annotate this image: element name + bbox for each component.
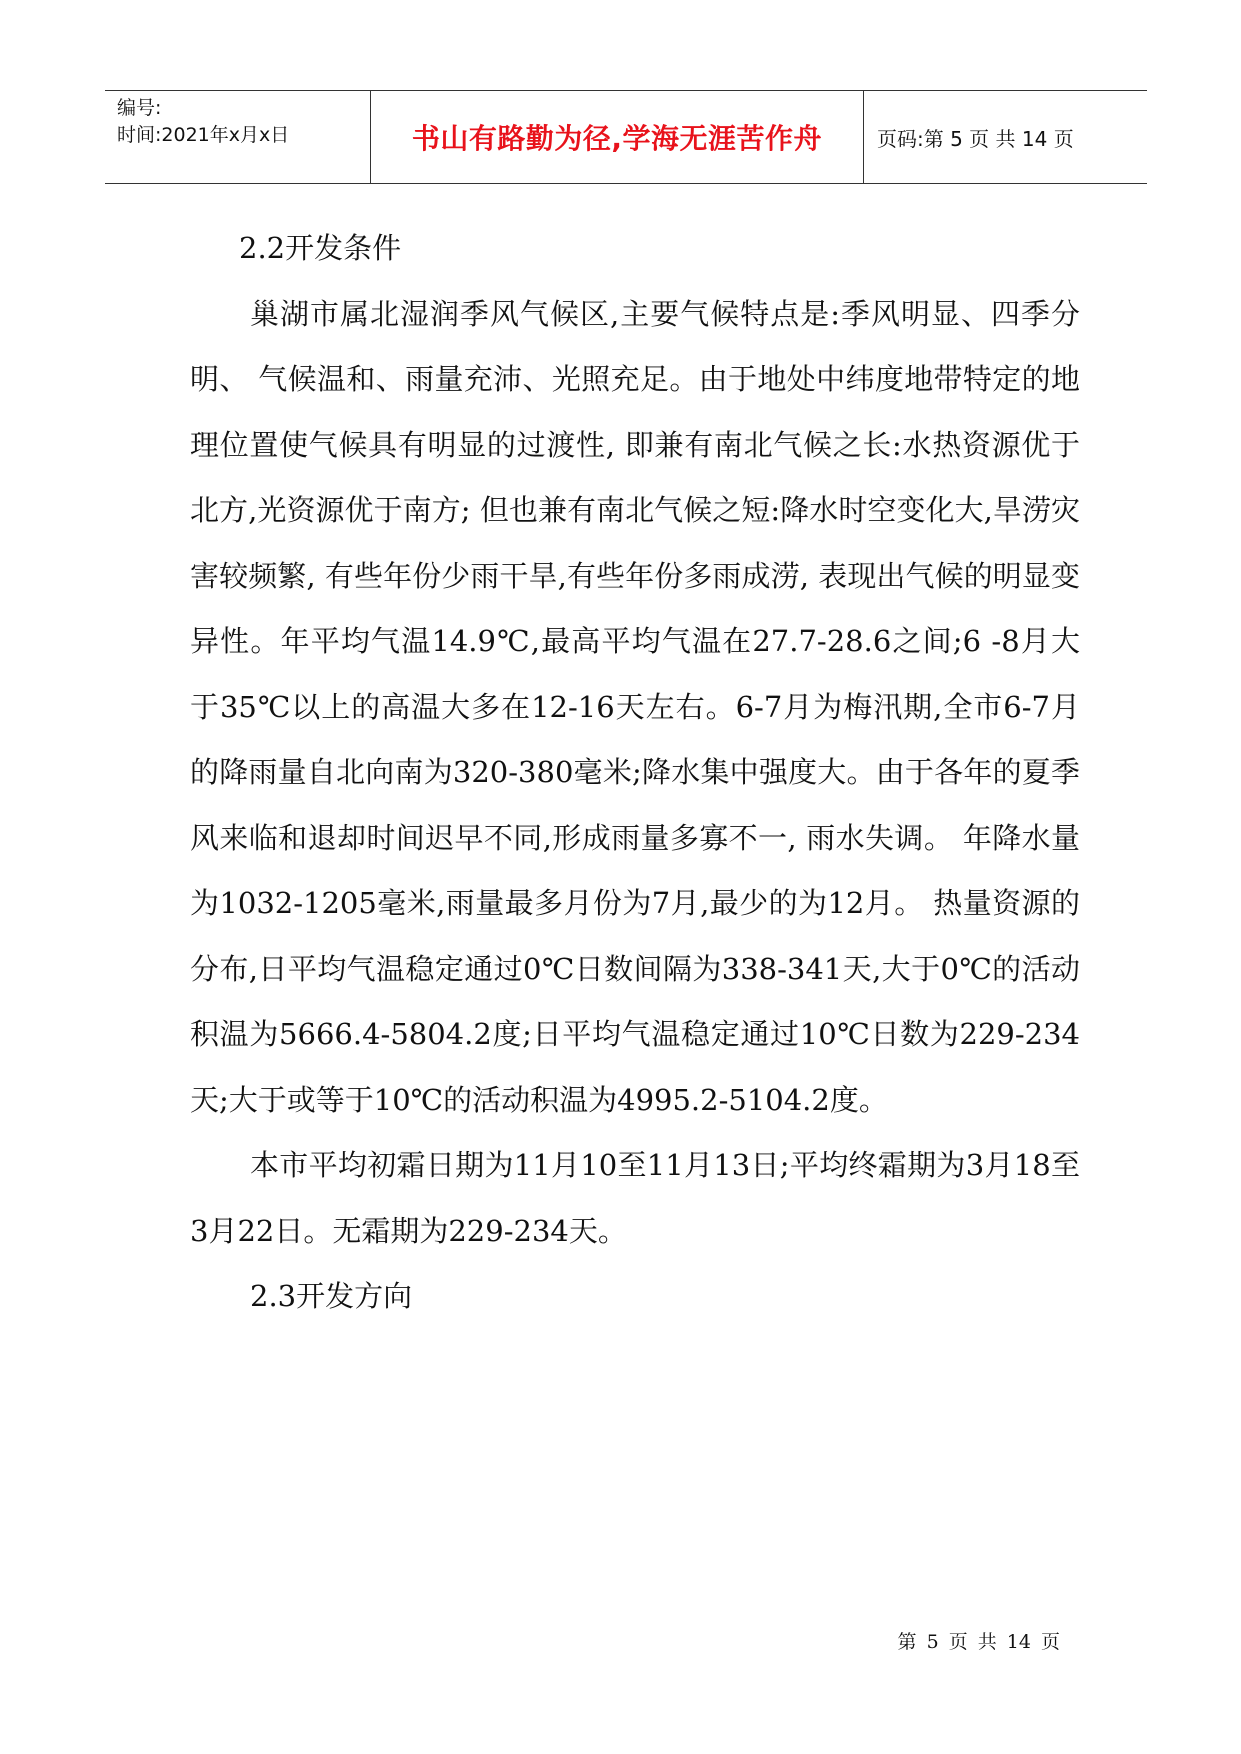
page-header [105,90,1147,184]
section-heading-2-3: 2.3开发方向 [250,1279,413,1313]
document-body [190,216,1080,1330]
page-footer: 第 5 页 共 14 页 [897,1631,1060,1653]
section-heading-2-2: 2.2开发条件 [239,231,402,265]
header-page-info: 页码:第 5 页 共 14 页 [877,126,1074,151]
header-motto: 书山有路勤为径,学海无涯苦作舟 [411,122,823,155]
document-number-label: 编号: [117,97,162,119]
frost-paragraph: 本市平均初霜日期为11月10至11月13日;平均终霜期为3月18至3月22日。无霜期为229-234天。 [190,1148,1080,1248]
header-meta [117,95,289,149]
document-time-label: 时间:2021年x月x日 [117,124,290,146]
climate-paragraph: 巢湖市属北湿润季风气候区,主要气候特点是:季风明显、四季分明、 气候温和、雨量充沛、光照充足。由于地处中纬度地带特定的地理位置使气候具有明显的过渡性, 即兼有南北气候之长:水热资源优于北方,光资源优于南方; 但也兼有南北气候之短:降水时空变化大,旱涝灾害较频繁, 有些年份少雨干旱,有些年份多雨成涝, 表现出气候的明显变异性。年平均气温14.9℃,最高平均气温在27.7-28.6之间;6 -8月大于35℃以上的高温大多在12-16天左右。6-7月为梅汛期,全市6-7月的降雨量自北向南为320-380毫米;降水集中强度大。由于各年的夏季风来临和退却时间迟早不同,形成雨量多寡不一, 雨水失调。 年降水量为1032-1205毫米,雨量最多月份为7月,最少的为12月。 热量资源的分布,日平均气温稳定通过0℃日数间隔为338-341天,大于0℃的活动积温为5666.4-5804.2度;日平均气温稳定通过10℃日数为229-234天;大于或等于10℃的活动积温为4995.2-5104.2度。 [190,296,1080,1117]
header-divider-right [863,91,864,183]
